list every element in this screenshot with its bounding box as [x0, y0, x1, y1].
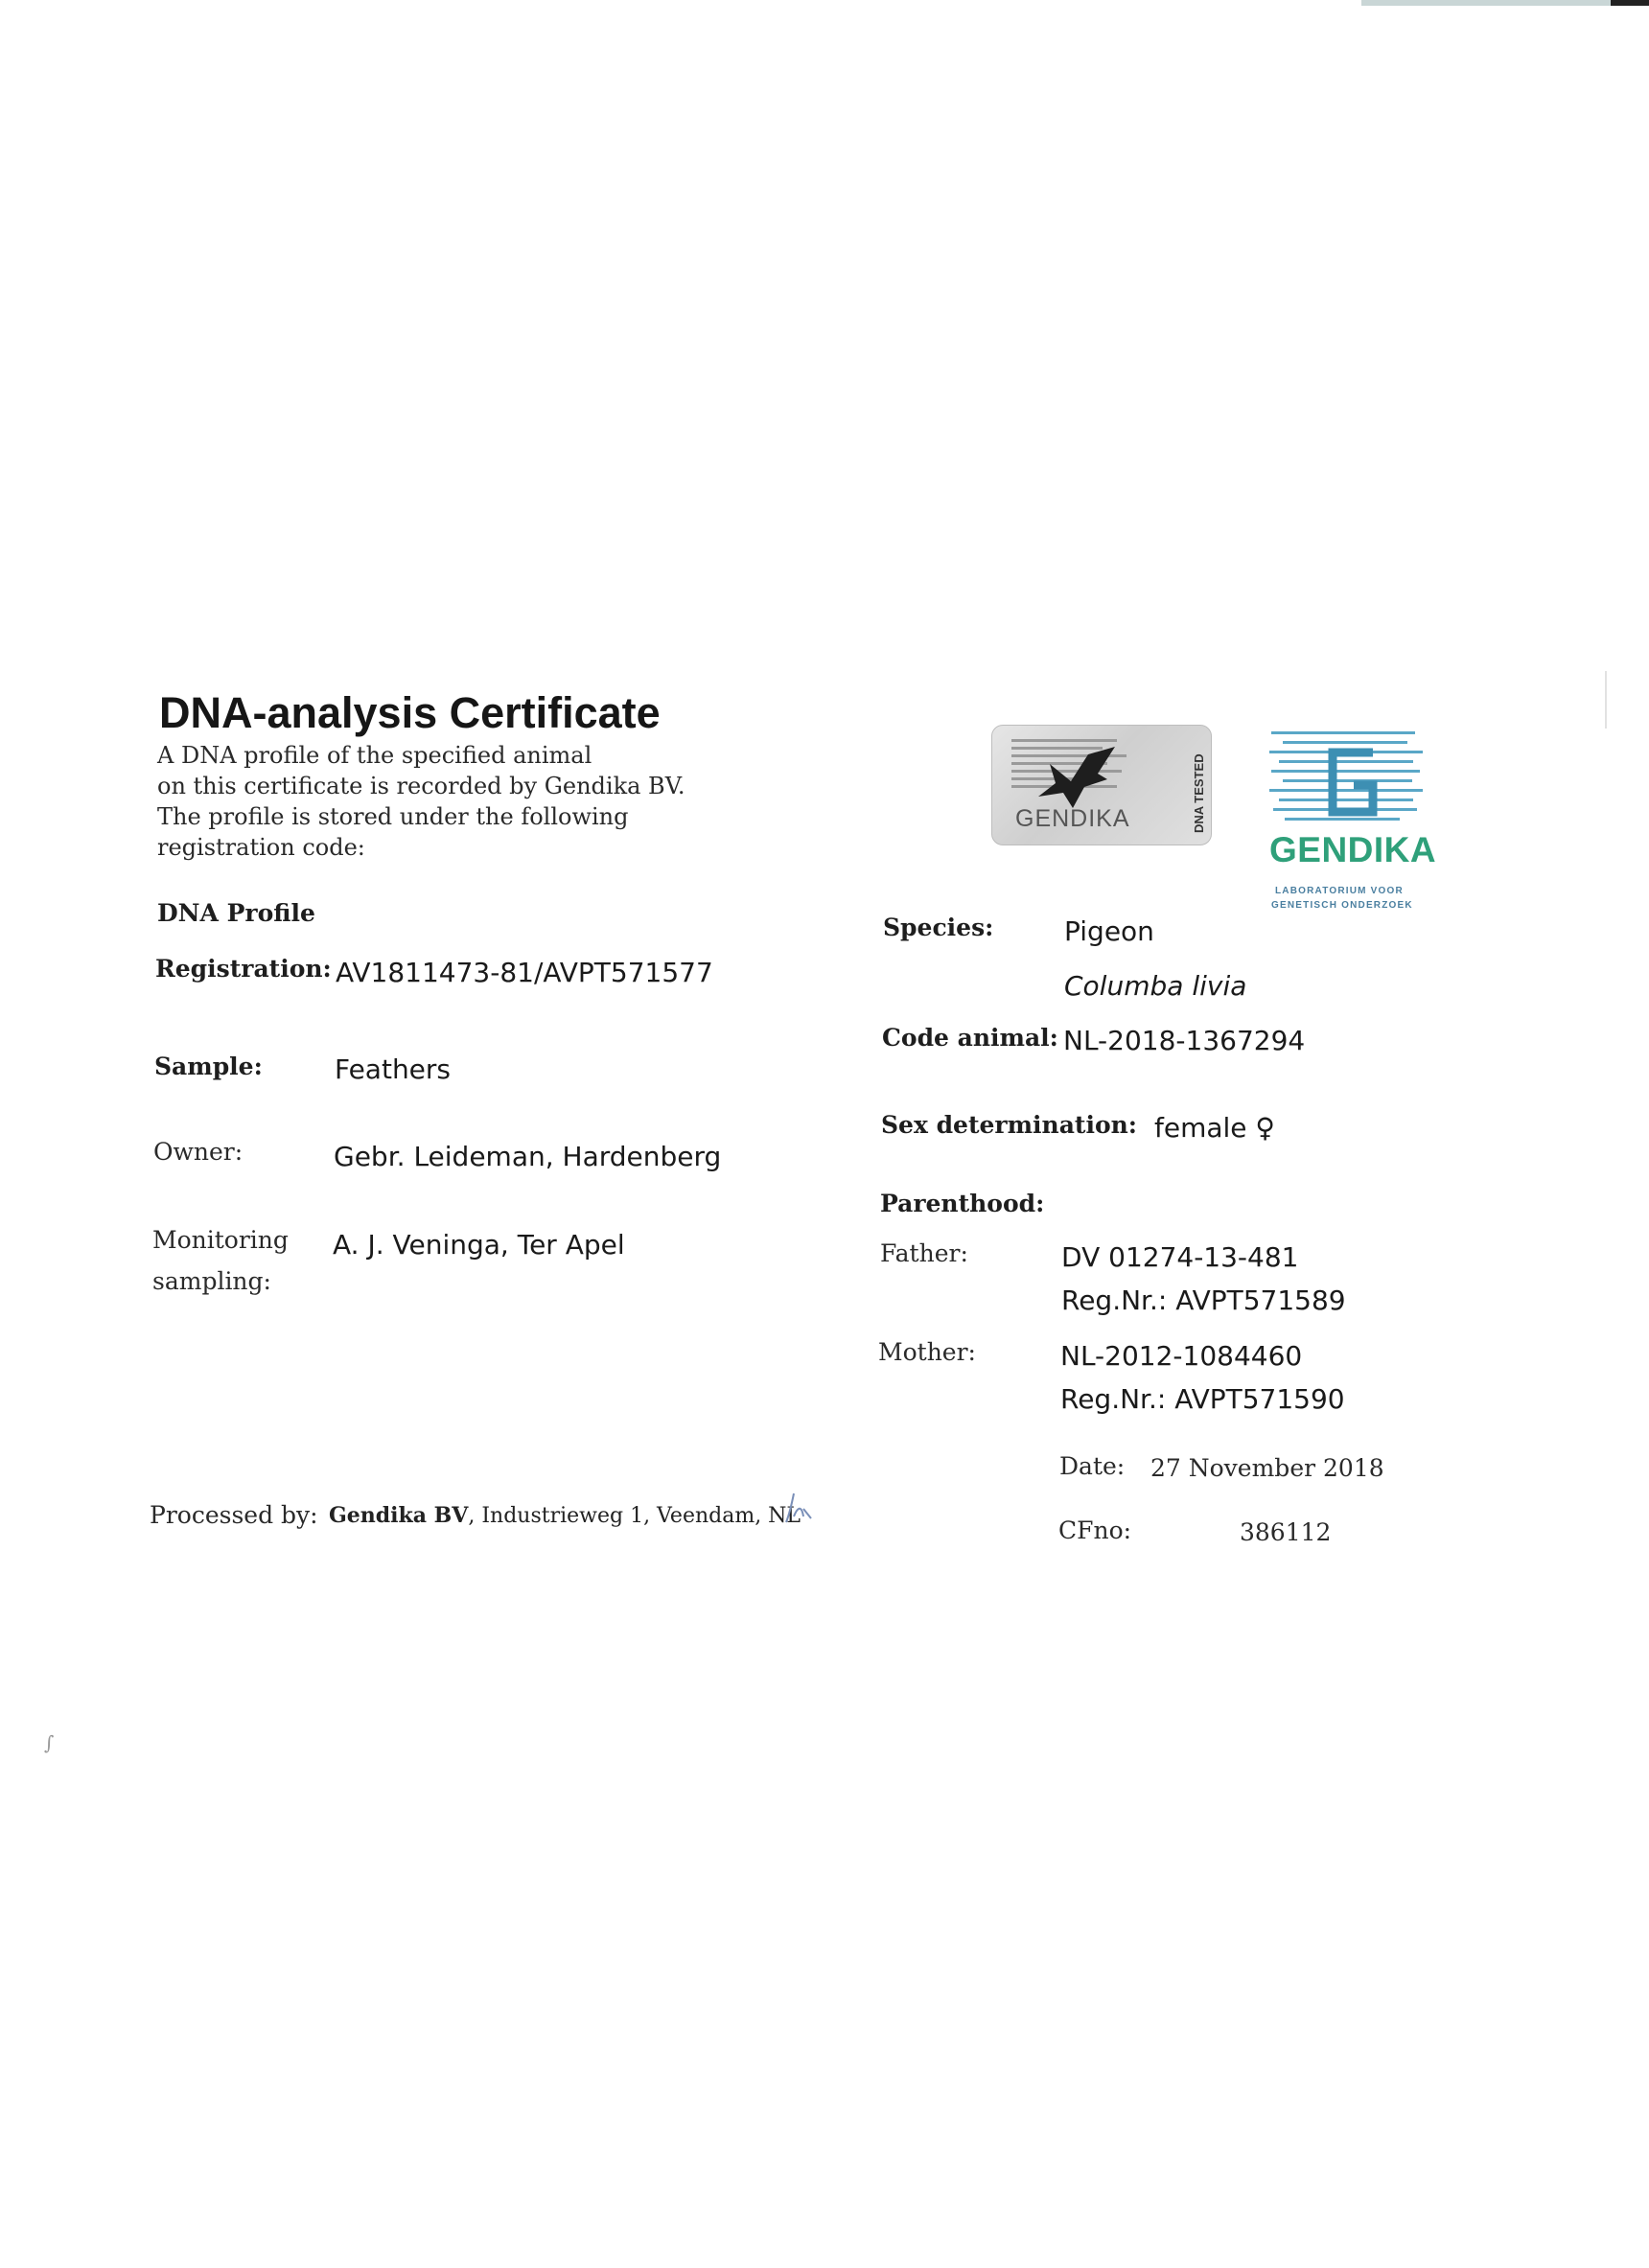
registration-label: Registration: — [155, 955, 332, 983]
code-animal-label: Code animal: — [882, 1024, 1058, 1052]
mother-label: Mother: — [878, 1338, 976, 1366]
cfno-label: CFno: — [1058, 1516, 1132, 1544]
father-reg: Reg.Nr.: AVPT571589 — [1061, 1284, 1346, 1316]
gendika-tagline: GENETISCH ONDERZOEK — [1271, 900, 1413, 911]
parenthood-label: Parenthood: — [880, 1190, 1045, 1217]
dna-tested-seal — [991, 725, 1212, 845]
intro-line: A DNA profile of the specified animal — [157, 742, 592, 769]
certificate-title: DNA-analysis Certificate — [159, 688, 661, 737]
species-value: Pigeon — [1064, 915, 1154, 947]
scan-edge-mark — [1361, 0, 1649, 6]
scan-edge-mark-dark — [1611, 0, 1649, 6]
gendika-tagline: LABORATORIUM VOOR — [1275, 886, 1404, 896]
processed-by-label: Processed by: — [150, 1501, 318, 1529]
father-ring: DV 01274-13-481 — [1061, 1241, 1299, 1273]
sex-determination-label: Sex determination: — [881, 1111, 1138, 1139]
owner-label: Owner: — [153, 1138, 244, 1166]
owner-value: Gebr. Leideman, Hardenberg — [334, 1141, 722, 1172]
code-animal-value: NL-2018-1367294 — [1063, 1025, 1306, 1056]
sex-determination-value: female ♀ — [1154, 1112, 1275, 1144]
father-label: Father: — [880, 1239, 968, 1267]
mother-reg: Reg.Nr.: AVPT571590 — [1060, 1383, 1345, 1415]
seal-side-text: DNA TESTED — [1192, 753, 1206, 833]
cfno-value: 386112 — [1240, 1518, 1332, 1546]
margin-scribble: ∫ — [44, 1731, 55, 1754]
monitoring-label: Monitoring — [152, 1226, 289, 1254]
species-label: Species: — [883, 914, 994, 941]
gendika-logo-icon — [1266, 724, 1428, 844]
species-latin: Columba livia — [1064, 970, 1247, 1002]
certificate-intro — [157, 740, 694, 863]
signature-mark — [782, 1490, 817, 1528]
sample-label: Sample: — [154, 1053, 263, 1080]
intro-line: The profile is stored under the following — [157, 803, 629, 830]
section-dna-profile: DNA Profile — [157, 899, 315, 927]
seal-brand-text: GENDIKA — [1015, 805, 1130, 832]
processor-address: , Industrieweg 1, Veendam, NL — [468, 1504, 801, 1528]
date-label: Date: — [1059, 1452, 1126, 1480]
gendika-brand-name: GENDIKA — [1269, 830, 1437, 869]
intro-line: registration code: — [157, 834, 365, 861]
scan-edge-line — [1605, 671, 1607, 729]
processor-company: Gendika BV — [329, 1503, 469, 1528]
sample-value: Feathers — [335, 1053, 452, 1085]
intro-line: on this certificate is recorded by Gendika BV. — [157, 773, 685, 799]
processed-by-value — [329, 1503, 801, 1528]
mother-ring: NL-2012-1084460 — [1060, 1340, 1303, 1372]
sampling-label: sampling: — [152, 1267, 271, 1295]
registration-value: AV1811473-81/AVPT571577 — [336, 957, 713, 988]
monitoring-value: A. J. Veninga, Ter Apel — [333, 1229, 625, 1261]
date-value: 27 November 2018 — [1150, 1454, 1384, 1482]
